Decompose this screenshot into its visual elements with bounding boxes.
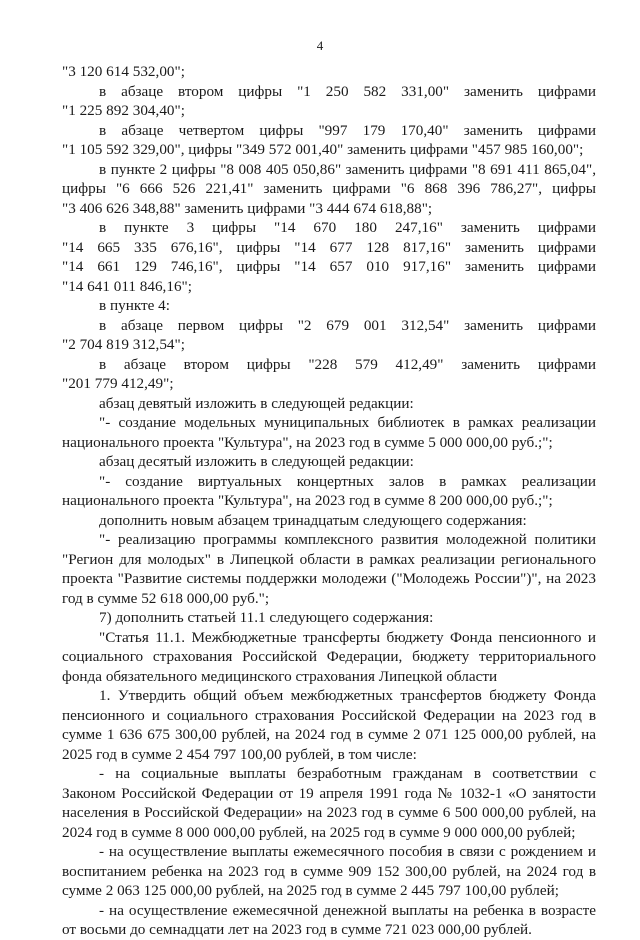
text-line: в пункте 3 цифры "14 670 180 247,16" заменить цифрами	[99, 219, 596, 236]
text-line: "2 704 819 312,54";	[62, 336, 185, 353]
page-number: 4	[316, 38, 324, 53]
text-line: проекта "Развитие системы поддержки молодежи ("Молодежь России")", на 2023	[62, 570, 596, 587]
text-line: 7) дополнить статьей 11.1 следующего содержания:	[99, 609, 434, 626]
text-line: цифры "6 666 526 221,41" заменить цифрами "6 868 396 786,27", цифры	[62, 180, 596, 197]
text-line: воспитанием ребенка на 2023 год в сумме 909 152 300,00 рублей, на 2024 год в	[62, 862, 596, 880]
text-line: год в сумме 52 618 000,00 руб.";	[62, 589, 270, 607]
text-line: сумме 2 063 125 000,00 рублей, на 2025 год в сумме 2 445 797 100,00 рублей;	[62, 882, 559, 899]
text-line: национального проекта "Культура", на 2023 год в сумме 5 000 000,00 руб.;";	[62, 433, 553, 451]
text-line: абзац девятый изложить в следующей редакции:	[99, 394, 414, 412]
text-line: в абзаце первом цифры "2 679 001 312,54" заменить цифрами	[99, 316, 596, 334]
text-line: абзац десятый изложить в следующей редакции:	[99, 453, 414, 470]
text-line: от восьми до семнадцати лет на 2023 год в сумме 721 023 000,00 рублей.	[62, 921, 532, 938]
text-line: Законом Российской Федерации от 19 апреля 1991 года № 1032-1 «О занятости	[62, 784, 596, 802]
text-line: - на социальные выплаты безработным гражданам в соответствии с	[99, 765, 596, 782]
text-line: - на осуществление выплаты ежемесячного пособия в связи с рождением и	[99, 843, 596, 860]
text-line: сумме 1 636 675 300,00 рублей, на 2024 год в сумме 2 071 125 000,00 рублей, на	[62, 726, 596, 743]
text-line: "14 665 335 676,16", цифры "14 677 128 817,16" заменить цифрами	[62, 238, 596, 256]
text-line: "14 661 129 746,16", цифры "14 657 010 917,16" заменить цифрами	[62, 258, 596, 275]
text-line: "- создание виртуальных концертных залов в рамках реализации	[99, 472, 596, 490]
text-line: в абзаце четвертом цифры "997 179 170,40" заменить цифрами	[99, 121, 596, 139]
text-line: национального проекта "Культура", на 2023 год в сумме 8 200 000,00 руб.;";	[62, 492, 553, 509]
text-line: "14 641 011 846,16";	[62, 277, 192, 295]
text-line: в абзаце втором цифры "1 250 582 331,00" заменить цифрами	[99, 82, 596, 100]
text-line: в абзаце втором цифры "228 579 412,49" заменить цифрами	[99, 355, 596, 373]
text-line: "- создание модельных муниципальных библиотек в рамках реализации	[99, 414, 596, 431]
text-line: - на осуществление ежемесячной денежной выплаты на ребенка в возрасте	[99, 901, 596, 919]
text-line: "1 225 892 304,40";	[62, 102, 185, 119]
document-body	[62, 62, 596, 940]
text-line: 2024 год в сумме 8 000 000,00 рублей, на 2025 год в сумме 9 000 000,00 рублей;	[62, 823, 576, 841]
text-line: социального страхования Российской Федерации, бюджету территориального	[62, 648, 596, 665]
text-line: населения в Российской Федерации» на 2023 год в сумме 6 500 000,00 рублей, на	[62, 804, 596, 821]
text-line: "3 120 614 532,00";	[62, 63, 185, 80]
text-line: "201 779 412,49";	[62, 375, 174, 392]
text-line: в пункте 4:	[99, 297, 170, 314]
text-line: "3 406 626 348,88" заменить цифрами "3 444 674 618,88";	[62, 199, 433, 217]
text-line: "Статья 11.1. Межбюджетные трансферты бюджету Фонда пенсионного и	[99, 628, 596, 646]
text-line: 1. Утвердить общий объем межбюджетных трансфертов бюджету Фонда	[99, 687, 596, 704]
text-line: "- реализацию программы комплексного развития молодежной политики	[99, 531, 596, 548]
text-line: в пункте 2 цифры "8 008 405 050,86" заменить цифрами "8 691 411 865,04",	[99, 160, 596, 178]
text-line: 2025 год в сумме 2 454 797 100,00 рублей, в том числе:	[62, 745, 417, 763]
text-line: "Регион для молодых" в Липецкой области в рамках реализации регионального	[62, 550, 596, 568]
text-line: дополнить новым абзацем тринадцатым следующего содержания:	[99, 511, 527, 529]
text-line: пенсионного и социального страхования Российской Федерации на 2023 год в	[62, 706, 596, 724]
text-line: фонда обязательного медицинского страхования Липецкой области	[62, 667, 498, 685]
text-line: "1 105 592 329,00", цифры "349 572 001,40" заменить цифрами "457 985 160,00";	[62, 141, 584, 158]
